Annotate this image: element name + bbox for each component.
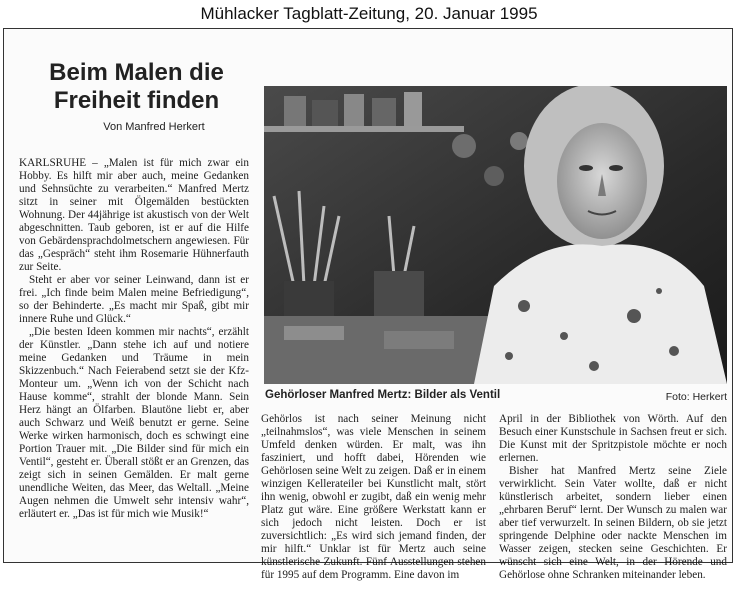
paragraph: „Die besten Ideen kommen mir nachts“, erzählt der Künstler. „Dann stehe ich auf und notiere meine Gedanken und Träume in mein Skizzenbuch.“ Nach Feierabend setzt sie der Kfz-Monteur um. „Wenn ich von der Schicht nach Hause komme“, strahlt der blonde Mann. Sein Herz hängt an Ölfarben. Blautöne liebt er, aber auch Schwarz und Weiß benutzt er gerne. Seine Werke wirken harmonisch, doch es schwingt eine Portion Trauer mit. „Die Bilder sind für mich ein Ventil“, gesteht er. Überall stößt er an Grenzen, das zeigt sich in seinen Gemälden. Er malt gerne unendliche Weiten, das Meer, das Weltall. „Meine Augen nehmen die Umwelt sehr intensiv wahr“, erläutert er. „Das ist für mich wie Musik!“ (19, 326, 249, 520)
paragraph: KARLSRUHE – „Malen ist für mich zwar ein Hobby. Es hilft mir aber auch, meine Gedanken und Sehnsüchte zu verarbeiten.“ Manfred Mertz sitzt in seiner mit Ölgemälden bestückten Wohnung. Der 44jährige ist akustisch von der Welt abgeschnitten. Taub geboren, ist er auf die Hilfe von Gebärdensprachdolmetschern angewiesen. Für das „Gespräch“ steht ihm Rosemarie Hühnerfauth zur Seite. (19, 157, 249, 273)
paragraph: Bisher hat Manfred Mertz seine Ziele verwirklicht. Sein Vater wollte, daß er nicht künstlerisch arbeitet, sondern lieber einen „ehrbaren Beruf“ lernt. Der Wunsch zu malen war aber tief verwurzelt. In seinen Bildern, ob sie jetzt springende Delphine oder nackte Menschen im Wasser zeigen, stecken seine Geschichten. Er wünscht sich eine Welt, in der Hörende und Gehörlose ohne Schranken miteinander leben. (499, 465, 727, 581)
newspaper-clipping (3, 28, 733, 581)
source-line: Mühlacker Tagblatt-Zeitung, 20. Januar 1995 (200, 4, 538, 23)
paragraph: Gehörlos ist nach seiner Meinung nicht „teilnahmslos“, was viele Menschen in seinem Umfeld denken würden. Er malt, was ihn fasziniert, und hofft dabei, Hörenden wie Gehörlosen seine Welt zu zeigen. Daß er in einem winzigen Kellerateiler bei Kunstlicht malt, stört ihn wenig, obwohl er zugibt, daß ein wenig mehr Platz gut wäre. Eine größere Werkstatt kann er sich jedoch nicht leisten. Doch er ist zuversichtlich: „Es wird sich jemand finden, der mir hilft.“ Unklar ist für Mertz auch seine künstlerische Zukunft. Fünf Ausstellungen stehen für 1995 auf dem Programm. Eine davon im (261, 413, 486, 581)
photo-illustration (264, 86, 727, 384)
article-photo (264, 86, 727, 384)
article-column-3 (499, 413, 727, 591)
article-column-1 (19, 157, 249, 589)
article-column-2 (261, 413, 486, 591)
article-byline: Von Manfred Herkert (103, 121, 205, 133)
paragraph: Steht er aber vor seiner Leinwand, dann ist er frei. „Ich finde beim Malen meine Befriedigung“, so der Behinderte. „Es macht mir Spaß, gibt mir innere Ruhe und Glück.“ (19, 274, 249, 325)
article-headline: Beim Malen die Freiheit finden (49, 59, 224, 114)
caption-text: Gehörloser Manfred Mertz: Bilder als Ventil (265, 389, 501, 401)
photo-credit: Foto: Herkert (665, 391, 727, 403)
paragraph: April in der Bibliothek von Wörth. Auf den Besuch einer Kunstschule in Sachsen freut er sich. Die Kunst mit der Spritzpistole möchte er noch erlernen. (499, 413, 727, 464)
